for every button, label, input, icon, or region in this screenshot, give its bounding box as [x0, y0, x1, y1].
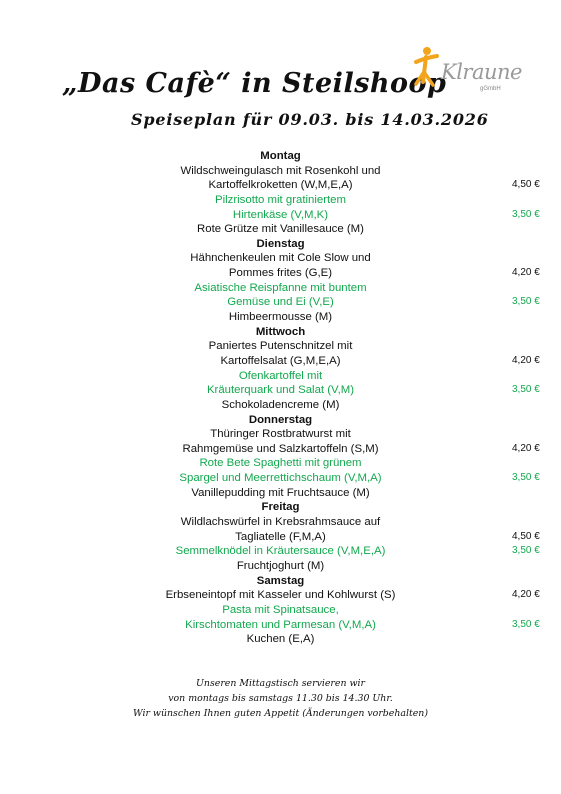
weekly-menu — [0, 149, 561, 647]
dish-line — [0, 486, 561, 501]
dish-price: 3,50 € — [512, 472, 540, 484]
dish-text: Kirschtomaten und Parmesan (V,M,A) — [185, 618, 376, 631]
dish-text: Rote Bete Spaghetti mit grünem — [199, 457, 362, 470]
menu-date-range: Speiseplan für 09.03. bis 14.03.2026 — [131, 110, 489, 129]
dish-text: Gemüse und Ei (V,E) — [227, 296, 334, 309]
dish-line — [0, 588, 561, 603]
vegetarian-dish-line — [0, 471, 561, 486]
day-heading-label: Freitag — [261, 501, 300, 514]
day-heading-label: Montag — [260, 150, 301, 162]
dish-text: Asiatische Reispfanne mit buntem — [194, 281, 367, 294]
dish-line — [0, 530, 561, 545]
dish-price: 3,50 € — [512, 208, 540, 220]
dish-price: 4,50 € — [512, 530, 540, 542]
dish-line — [0, 266, 561, 281]
dish-line — [0, 339, 561, 354]
day-heading — [0, 574, 561, 589]
dish-text: Kräuterquark und Salat (V,M) — [206, 384, 355, 397]
footer-note — [0, 676, 561, 721]
dish-price: 3,50 € — [512, 618, 540, 630]
dish-text: Kuchen (E,A) — [246, 633, 315, 646]
vegetarian-dish-line — [0, 281, 561, 296]
dish-text: Tagliatelle (F,M,A) — [235, 530, 326, 543]
dish-price: 4,20 € — [512, 442, 540, 454]
dish-line — [0, 559, 561, 574]
vegetarian-dish-line — [0, 456, 561, 471]
dish-line — [0, 310, 561, 325]
dish-price: 4,20 € — [512, 354, 540, 366]
dish-text: Fruchtjoghurt (M) — [236, 559, 325, 572]
dish-line — [0, 178, 561, 193]
vegetarian-dish-line — [0, 603, 561, 618]
day-heading-label: Samstag — [256, 574, 305, 587]
dish-text: Paniertes Putenschnitzel mit — [208, 340, 353, 353]
vegetarian-dish-line — [0, 295, 561, 310]
footer-line: von montags bis samstags 11.30 bis 14.30 Uhr. — [168, 693, 393, 704]
dish-line — [0, 164, 561, 179]
dish-line — [0, 515, 561, 530]
dish-text: Pilzrisotto mit gratiniertem — [214, 193, 347, 206]
dish-text: Hähnchenkeulen mit Cole Slow und — [190, 252, 371, 265]
dish-price: 3,50 € — [512, 545, 540, 557]
logo-wordmark: Klraune — [441, 60, 522, 84]
dish-text: Himbeermousse (M) — [228, 311, 333, 324]
day-heading — [0, 237, 561, 252]
day-heading — [0, 149, 561, 164]
dish-text: Kartoffelkroketten (W,M,E,A) — [208, 179, 353, 192]
dish-line — [0, 442, 561, 457]
day-heading — [0, 325, 561, 340]
day-heading-label: Dienstag — [256, 237, 305, 250]
dish-text: Kartoffelsalat (G,M,E,A) — [220, 354, 341, 367]
dish-line — [0, 354, 561, 369]
logo-legal-form: gGmbH — [480, 86, 501, 92]
page-title: „Das Cafè“ in Steilshoop — [62, 68, 447, 99]
dish-text: Wildschweingulasch mit Rosenkohl und — [180, 164, 381, 177]
dish-text: Ofenkartoffel mit — [238, 369, 323, 382]
day-heading-label: Donnerstag — [248, 413, 313, 426]
dish-line — [0, 222, 561, 237]
vegetarian-dish-line — [0, 383, 561, 398]
vegetarian-dish-line — [0, 208, 561, 223]
dish-text: Schokoladencreme (M) — [221, 398, 340, 411]
dish-text: Wildlachswürfel in Krebsrahmsauce auf — [180, 516, 381, 529]
dish-line — [0, 632, 561, 647]
footer-line: Wir wünschen Ihnen guten Appetit (Änderungen vorbehalten) — [133, 708, 428, 719]
day-heading — [0, 500, 561, 515]
dish-price: 4,50 € — [512, 179, 540, 191]
dish-text: Hirtenkäse (V,M,K) — [232, 208, 329, 221]
vegetarian-dish-line — [0, 193, 561, 208]
day-heading — [0, 413, 561, 428]
dish-line — [0, 398, 561, 413]
vegetarian-dish-line — [0, 369, 561, 384]
dish-line — [0, 251, 561, 266]
dish-price: 4,20 € — [512, 589, 540, 601]
dish-text: Pasta mit Spinatsauce, — [222, 603, 339, 616]
dish-text: Rote Grütze mit Vanillesauce (M) — [197, 223, 364, 236]
day-heading-label: Mittwoch — [255, 325, 306, 338]
dish-price: 3,50 € — [512, 296, 540, 308]
vegetarian-dish-line — [0, 544, 561, 559]
dish-text: Erbseneintopf mit Kasseler und Kohlwurst (S) — [165, 589, 396, 602]
dish-text: Semmelknödel in Kräutersauce (V,M,E,A) — [175, 545, 386, 558]
footer-line: Unseren Mittagstisch servieren wir — [196, 678, 365, 689]
vegetarian-dish-line — [0, 618, 561, 633]
dish-text: Rahmgemüse und Salzkartoffeln (S,M) — [182, 442, 379, 455]
dish-price: 4,20 € — [512, 267, 540, 279]
dish-line — [0, 427, 561, 442]
dish-price: 3,50 € — [512, 384, 540, 396]
dish-text: Spargel und Meerrettichschaum (V,M,A) — [179, 472, 382, 485]
dish-text: Vanillepudding mit Fruchtsauce (M) — [191, 486, 370, 499]
dish-text: Thüringer Rostbratwurst mit — [210, 428, 351, 441]
dish-text: Pommes frites (G,E) — [228, 267, 333, 280]
